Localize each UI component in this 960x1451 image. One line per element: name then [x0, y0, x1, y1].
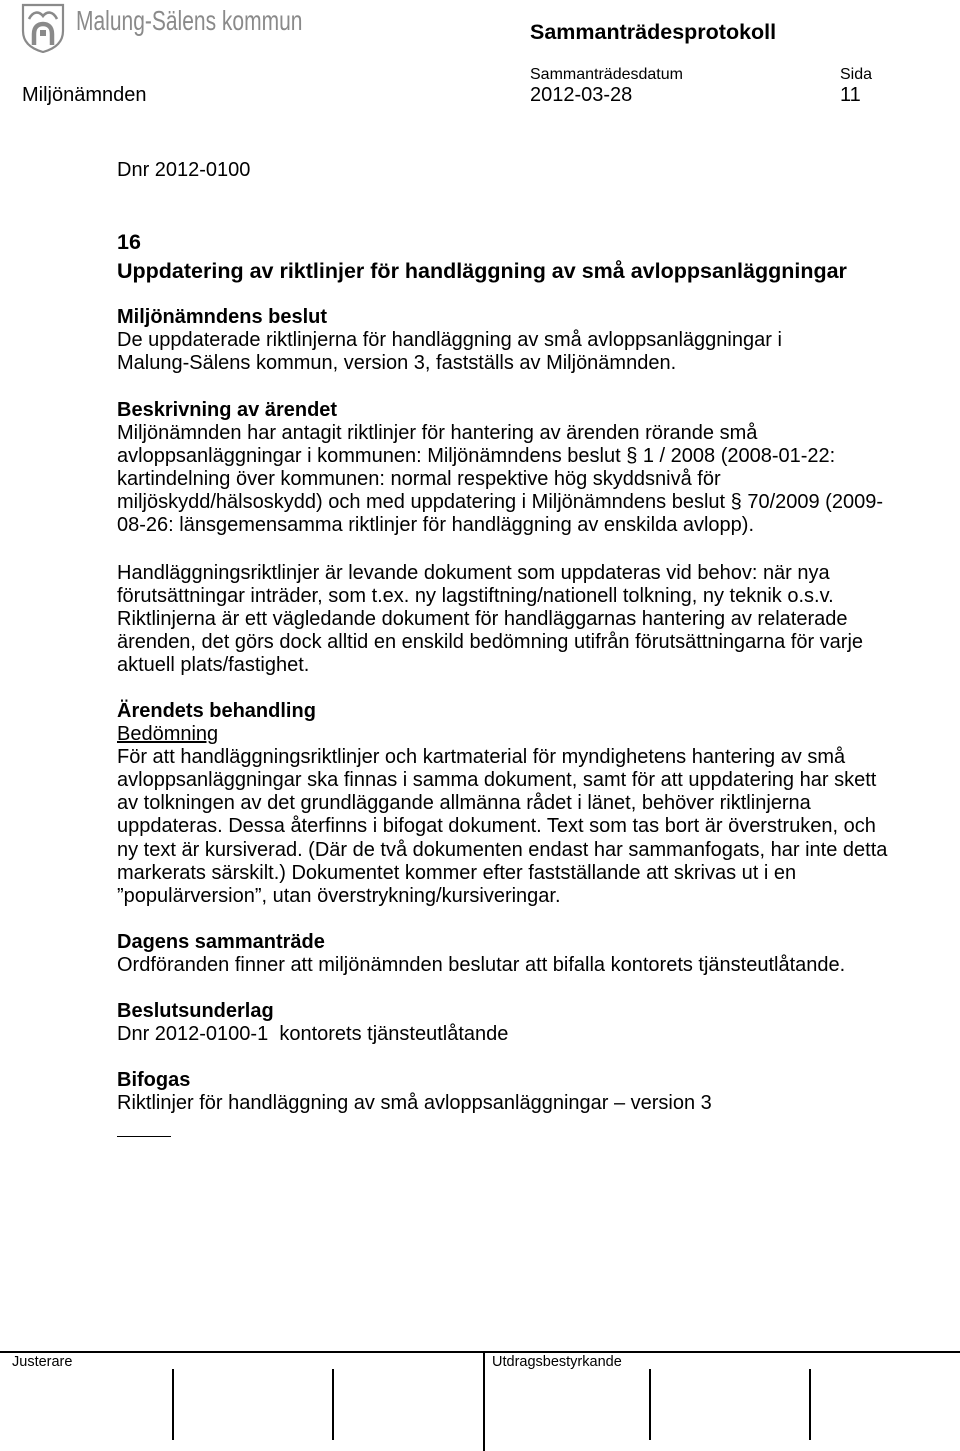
- text-line: De uppdaterade riktlinjerna för handläggning av små avloppsanläggningar i: [117, 329, 782, 352]
- meeting-section: [117, 931, 845, 977]
- text-line: Dnr 2012-0100-1 kontorets tjänsteutlåtande: [117, 1023, 509, 1046]
- text-line: ärenden, det görs dock alltid en enskild bedömning utifrån förutsättningarna för varje: [117, 631, 864, 654]
- signature-divider: [172, 1369, 174, 1440]
- text-line: ”populärversion”, utan överstrykning/kursiveringar.: [117, 884, 561, 907]
- text-line: kartindelning över kommunen: normal respektive hög skyddsnivå för: [117, 468, 721, 491]
- document-type: Sammanträdesprotokoll: [530, 20, 777, 44]
- signature-divider: [332, 1369, 334, 1440]
- paragraph-number: 16: [117, 230, 141, 254]
- logo-text: Malung-Sälens kommun: [76, 6, 303, 37]
- text-line: 08-26: länsgemensamma riktlinjer för handläggning av enskilda avlopp).: [117, 514, 755, 537]
- text-line: aktuell plats/fastighet.: [117, 654, 310, 677]
- handling-section: [117, 700, 887, 908]
- footer-rule: [0, 1351, 960, 1353]
- text-line: Riktlinjerna är ett vägledande dokument för handläggarnas hantering av relaterade: [117, 608, 848, 631]
- committee-name: Miljönämnden: [22, 84, 147, 106]
- description-section: [117, 399, 883, 538]
- text-line: av tolkningen av det grundläggande allmänna rådet i länet, behöver riktlinjerna: [117, 792, 811, 815]
- footer-justerare-label: Justerare: [12, 1354, 73, 1370]
- case-reference: Dnr 2012-0100: [117, 159, 251, 181]
- text-line: miljöskydd/hälsoskydd) och med uppdatering i Miljönämndens beslut § 70/2009 (2009-: [117, 491, 883, 514]
- text-line: ny text är kursiverad. (Där de två dokumenten endast har sammanfogats, har inte detta: [117, 838, 888, 861]
- section-heading: Dagens sammanträde: [117, 931, 325, 953]
- section-heading: Miljönämndens beslut: [117, 306, 328, 328]
- text-line: avloppsanläggningar ska finnas i samma dokument, samt för att uppdatering har skett: [117, 769, 877, 792]
- text-line: Miljönämnden har antagit riktlinjer för hantering av ärenden rörande små: [117, 422, 758, 445]
- text-line: Ordföranden finner att miljönämnden beslutar att bifalla kontorets tjänsteutlåtande.: [117, 954, 846, 977]
- section-heading: Beslutsunderlag: [117, 1000, 274, 1022]
- text-line: markerats särskilt.) Dokumentet kommer efter fastställande att skrivas ut i en: [117, 861, 797, 884]
- municipal-crest-icon: [21, 3, 65, 53]
- decision-section: [117, 306, 782, 375]
- text-line: uppdateras. Dessa återfinns i bifogat dokument. Text som tas bort är överstruken, och: [117, 815, 876, 838]
- text-line: Malung-Sälens kommun, version 3, fastställs av Miljönämnden.: [117, 352, 677, 375]
- page-number: 11: [840, 84, 861, 106]
- description-paragraph: [117, 562, 863, 677]
- section-subheading: Bedömning: [117, 723, 219, 746]
- attachments-section: [117, 1069, 712, 1115]
- section-heading: Beskrivning av ärendet: [117, 399, 338, 421]
- end-rule: [117, 1136, 171, 1137]
- signature-divider: [649, 1369, 651, 1440]
- meeting-date: 2012-03-28: [530, 84, 633, 106]
- signature-divider: [809, 1369, 811, 1440]
- case-title: Uppdatering av riktlinjer för handläggning av små avloppsanläggningar: [117, 259, 847, 283]
- footer-center-divider: [483, 1351, 485, 1451]
- decision-basis-section: [117, 1000, 508, 1046]
- text-line: För att handläggningsriktlinjer och kartmaterial för myndighetens hantering av små: [117, 746, 846, 769]
- text-line: förutsättningar inträder, som t.ex. ny lagstiftning/nationell tolkning, ny teknik o.s.v.: [117, 585, 834, 608]
- text-line: avloppsanläggningar i kommunen: Miljönämndens beslut § 1 / 2008 (2008-01-22:: [117, 445, 836, 468]
- footer-utdragsbestyrkande-label: Utdragsbestyrkande: [492, 1354, 622, 1370]
- text-line: Handläggningsriktlinjer är levande dokument som uppdateras vid behov: när nya: [117, 562, 830, 584]
- section-heading: Ärendets behandling: [117, 700, 316, 722]
- date-label: Sammanträdesdatum: [530, 66, 683, 83]
- text-line: Riktlinjer för handläggning av små avloppsanläggningar – version 3: [117, 1092, 712, 1115]
- page-label: Sida: [840, 66, 873, 83]
- section-heading: Bifogas: [117, 1069, 191, 1091]
